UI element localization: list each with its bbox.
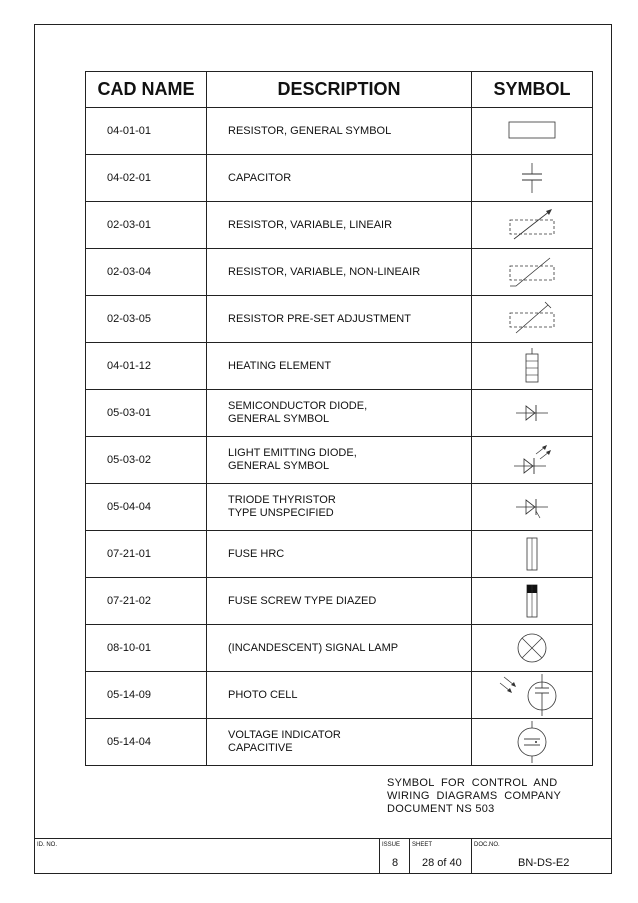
issue-cell xyxy=(379,839,410,874)
document-note xyxy=(387,777,561,816)
table-row xyxy=(86,108,593,155)
cad-code: 08-10-01 xyxy=(86,625,207,672)
screw-fuse-symbol-icon xyxy=(502,581,562,621)
table-row xyxy=(86,296,593,343)
table-row xyxy=(86,437,593,484)
variable-resistor-linear-symbol-icon xyxy=(502,207,562,243)
cad-code: 04-02-01 xyxy=(86,155,207,202)
description-text: FUSE SCREW TYPE DIAZED xyxy=(228,594,377,607)
description-text: LIGHT EMITTING DIODE, GENERAL SYMBOL xyxy=(228,447,357,472)
cad-code: 05-04-04 xyxy=(86,484,207,531)
cad-code: 02-03-04 xyxy=(86,249,207,296)
description-text: CAPACITOR xyxy=(228,171,292,184)
cad-code: 05-14-09 xyxy=(86,672,207,719)
cad-code: 05-14-04 xyxy=(86,719,207,766)
description-text: HEATING ELEMENT xyxy=(228,359,332,372)
photo-cell-symbol-icon xyxy=(492,673,572,717)
description-text: RESISTOR, GENERAL SYMBOL xyxy=(228,124,392,137)
led-symbol-icon xyxy=(502,442,562,478)
table-row xyxy=(86,531,593,578)
issue-label: ISSUE xyxy=(382,842,401,848)
table-row xyxy=(86,625,593,672)
table-row xyxy=(86,484,593,531)
description-text: FUSE HRC xyxy=(228,547,285,560)
table-row xyxy=(86,719,593,766)
doc-number-value: BN-DS-E2 xyxy=(518,857,570,869)
diode-symbol-icon xyxy=(502,398,562,428)
table-header-row xyxy=(86,72,593,108)
sheet-label: SHEET xyxy=(412,842,433,848)
issue-value: 8 xyxy=(392,857,399,869)
cad-code: 05-03-02 xyxy=(86,437,207,484)
fuse-symbol-icon xyxy=(502,534,562,574)
cad-code: 02-03-05 xyxy=(86,296,207,343)
note-line: DOCUMENT NS 503 xyxy=(387,803,495,815)
cad-code: 05-03-01 xyxy=(86,390,207,437)
description-text: TRIODE THYRISTOR TYPE UNSPECIFIED xyxy=(228,494,336,519)
table-row xyxy=(86,672,593,719)
cad-code: 07-21-01 xyxy=(86,531,207,578)
doc-number-cell xyxy=(471,839,612,874)
signal-lamp-symbol-icon xyxy=(502,628,562,668)
description-text: RESISTOR PRE-SET ADJUSTMENT xyxy=(228,312,411,325)
table-row xyxy=(86,249,593,296)
cad-code: 04-01-12 xyxy=(86,343,207,390)
note-line: SYMBOL FOR CONTROL AND xyxy=(387,777,558,789)
description-text: PHOTO CELL xyxy=(228,688,298,701)
table-row xyxy=(86,343,593,390)
header-symbol: SYMBOL xyxy=(472,72,593,108)
symbol-table xyxy=(85,71,593,766)
description-text: RESISTOR, VARIABLE, LINEAIR xyxy=(228,218,393,231)
cad-code: 07-21-02 xyxy=(86,578,207,625)
doc-number-label: DOC.NO. xyxy=(474,842,500,848)
thyristor-symbol-icon xyxy=(502,492,562,522)
cad-code: 04-01-01 xyxy=(86,108,207,155)
table-row xyxy=(86,578,593,625)
sheet-cell xyxy=(409,839,472,874)
voltage-indicator-symbol-icon xyxy=(502,720,562,764)
capacitor-symbol-icon xyxy=(502,161,562,195)
description-text: RESISTOR, VARIABLE, NON-LINEAIR xyxy=(228,265,421,278)
table-row xyxy=(86,202,593,249)
preset-resistor-symbol-icon xyxy=(502,301,562,337)
id-number-label: ID. NO. xyxy=(37,842,58,848)
description-text: VOLTAGE INDICATOR CAPACITIVE xyxy=(228,729,341,754)
table-row xyxy=(86,155,593,202)
header-cad-name: CAD NAME xyxy=(86,72,207,108)
heating-element-symbol-icon xyxy=(502,346,562,386)
description-text: SEMICONDUCTOR DIODE, GENERAL SYMBOL xyxy=(228,400,368,425)
table-row xyxy=(86,390,593,437)
cad-code: 02-03-01 xyxy=(86,202,207,249)
note-line: WIRING DIAGRAMS COMPANY xyxy=(387,790,562,802)
variable-resistor-nonlinear-symbol-icon xyxy=(502,254,562,290)
header-description: DESCRIPTION xyxy=(207,72,472,108)
title-block xyxy=(34,838,612,874)
sheet-value: 28 of 40 xyxy=(422,857,462,869)
description-text: (INCANDESCENT) SIGNAL LAMP xyxy=(228,641,399,654)
resistor-symbol-icon xyxy=(502,116,562,146)
